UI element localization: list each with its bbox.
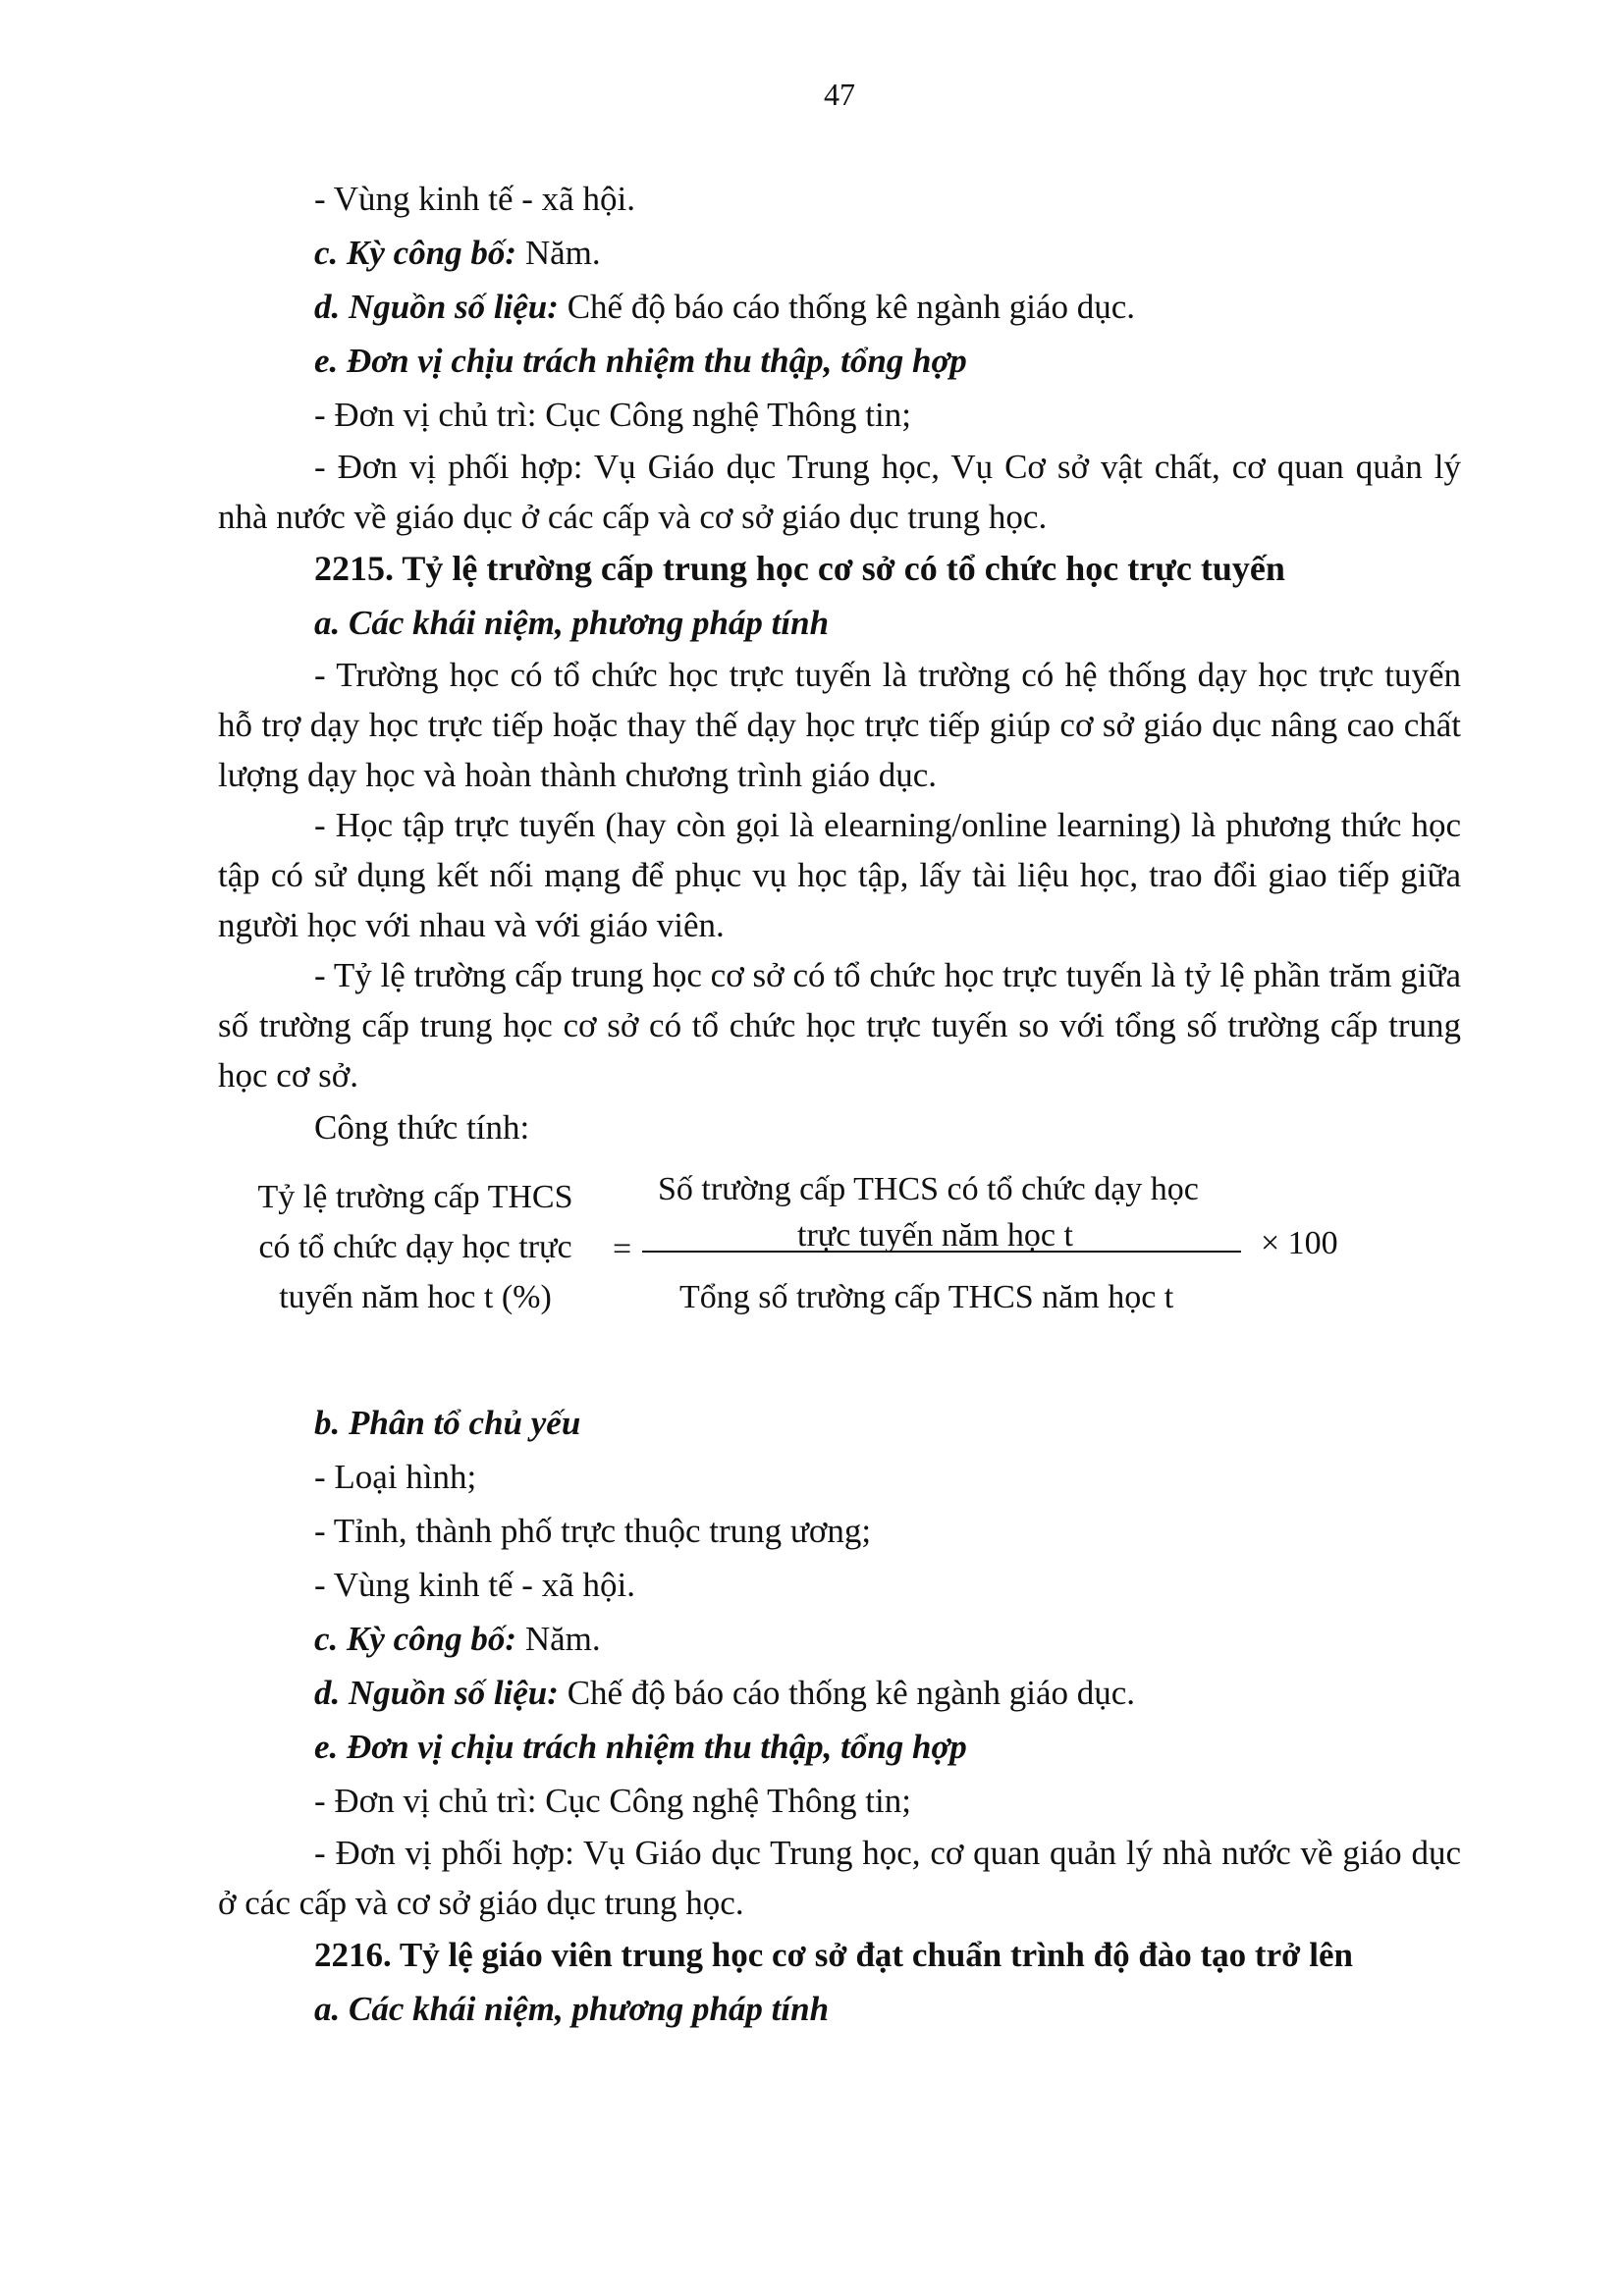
section-2215-coordinating-unit: - Đơn vị phối hợp: Vụ Giáo dục Trung học, cơ quan quản lý nhà nước về giáo dục ở các cấp và cơ sở giáo dục trung học. [218, 1834, 1461, 1922]
section-2216-title: 2216. Tỷ lệ giáo viên trung học cơ sở đạt chuẩn trình độ đào tạo trở lên [314, 1936, 1353, 1974]
section-2215-publication-period [218, 1612, 1461, 1666]
publication-period [218, 226, 1461, 280]
data-source-label: d. Nguồn số liệu: [314, 288, 559, 326]
breakdown-item-region: - Vùng kinh tế - xã hội. [314, 1566, 635, 1604]
document-body [218, 172, 1461, 2036]
data-source-value: Chế độ báo cáo thống kê ngành giáo dục. [558, 1674, 1136, 1712]
section-2216-concept-heading: a. Các khái niệm, phương pháp tính [314, 1990, 830, 2028]
formula-left-line-3: tuyến năm hoc t (%) [279, 1279, 552, 1315]
section-2215-para-1: - Trường học có tổ chức học trực tuyến là trường có hệ thống dạy học trực tuyến hỗ trợ dạy học trực tiếp hoặc thay thế dạy học trực tiếp giúp cơ sở giáo dục nâng cao chất lượng dạy học và hoàn thành chương trình giáo dục. [218, 656, 1461, 794]
publication-period-value: Năm. [516, 234, 601, 272]
formula-numerator-line-1: Số trường cấp THCS có tổ chức dạy học [658, 1171, 1199, 1207]
section-2215-para-2: - Học tập trực tuyến (hay còn gọi là elearning/online learning) là phương thức học tập có sử dụng kết nối mạng để phục vụ học tập, lấy tài liệu học, trao đổi giao tiếp giữa người học với nhau và với giáo viên. [218, 806, 1461, 944]
formula-equals: = [613, 1231, 632, 1267]
data-source-value: Chế độ báo cáo thống kê ngành giáo dục. [558, 288, 1136, 326]
breakdown-item-type: - Loại hình; [314, 1458, 477, 1496]
data-source [218, 280, 1461, 334]
region-line: - Vùng kinh tế - xã hội. [314, 180, 635, 218]
formula [218, 1162, 1461, 1347]
breakdown-heading: b. Phân tổ chủ yếu [314, 1404, 581, 1442]
responsible-unit-heading: e. Đơn vị chịu trách nhiệm thu thập, tổng hợp [314, 342, 967, 380]
coordinating-unit: - Đơn vị phối hợp: Vụ Giáo dục Trung học, Vụ Cơ sở vật chất, cơ quan quản lý nhà nước về giáo dục ở các cấp và cơ sở giáo dục trung học. [218, 448, 1461, 536]
section-2215-concept-heading: a. Các khái niệm, phương pháp tính [314, 604, 830, 642]
formula-label: Công thức tính: [314, 1108, 530, 1147]
data-source-label: d. Nguồn số liệu: [314, 1674, 559, 1712]
section-2215-responsible-unit-heading: e. Đơn vị chịu trách nhiệm thu thập, tổng hợp [314, 1728, 967, 1766]
fraction-bar [642, 1251, 1241, 1253]
lead-unit: - Đơn vị chủ trì: Cục Công nghệ Thông tin; [314, 396, 911, 434]
publication-period-label: c. Kỳ công bố: [314, 1620, 517, 1658]
section-2215-data-source [218, 1666, 1461, 1720]
section-2215-para-3: - Tỷ lệ trường cấp trung học cơ sở có tổ chức học trực tuyến là tỷ lệ phần trăm giữa số trường cấp trung học cơ sở có tổ chức học trực tuyến so với tổng số trường cấp trung học cơ sở. [218, 956, 1461, 1095]
formula-left-line-1: Tỷ lệ trường cấp THCS [257, 1179, 573, 1215]
formula-numerator-line-2: trực tuyến năm học t [797, 1217, 1073, 1254]
section-2215-title: 2215. Tỷ lệ trường cấp trung học cơ sở có tổ chức học trực tuyến [314, 549, 1285, 588]
publication-period-label: c. Kỳ công bố: [314, 234, 517, 272]
formula-multiplier: × 100 [1261, 1225, 1338, 1261]
publication-period-value: Năm. [516, 1620, 601, 1658]
formula-denominator: Tổng số trường cấp THCS năm học t [679, 1279, 1174, 1315]
formula-left-line-2: có tổ chức dạy học trực [258, 1229, 572, 1265]
section-2215-lead-unit: - Đơn vị chủ trì: Cục Công nghệ Thông tin; [314, 1782, 911, 1820]
breakdown-item-province: - Tỉnh, thành phố trực thuộc trung ương; [314, 1512, 872, 1550]
formula-left-side [253, 1172, 577, 1322]
page-number: 47 [824, 77, 855, 112]
